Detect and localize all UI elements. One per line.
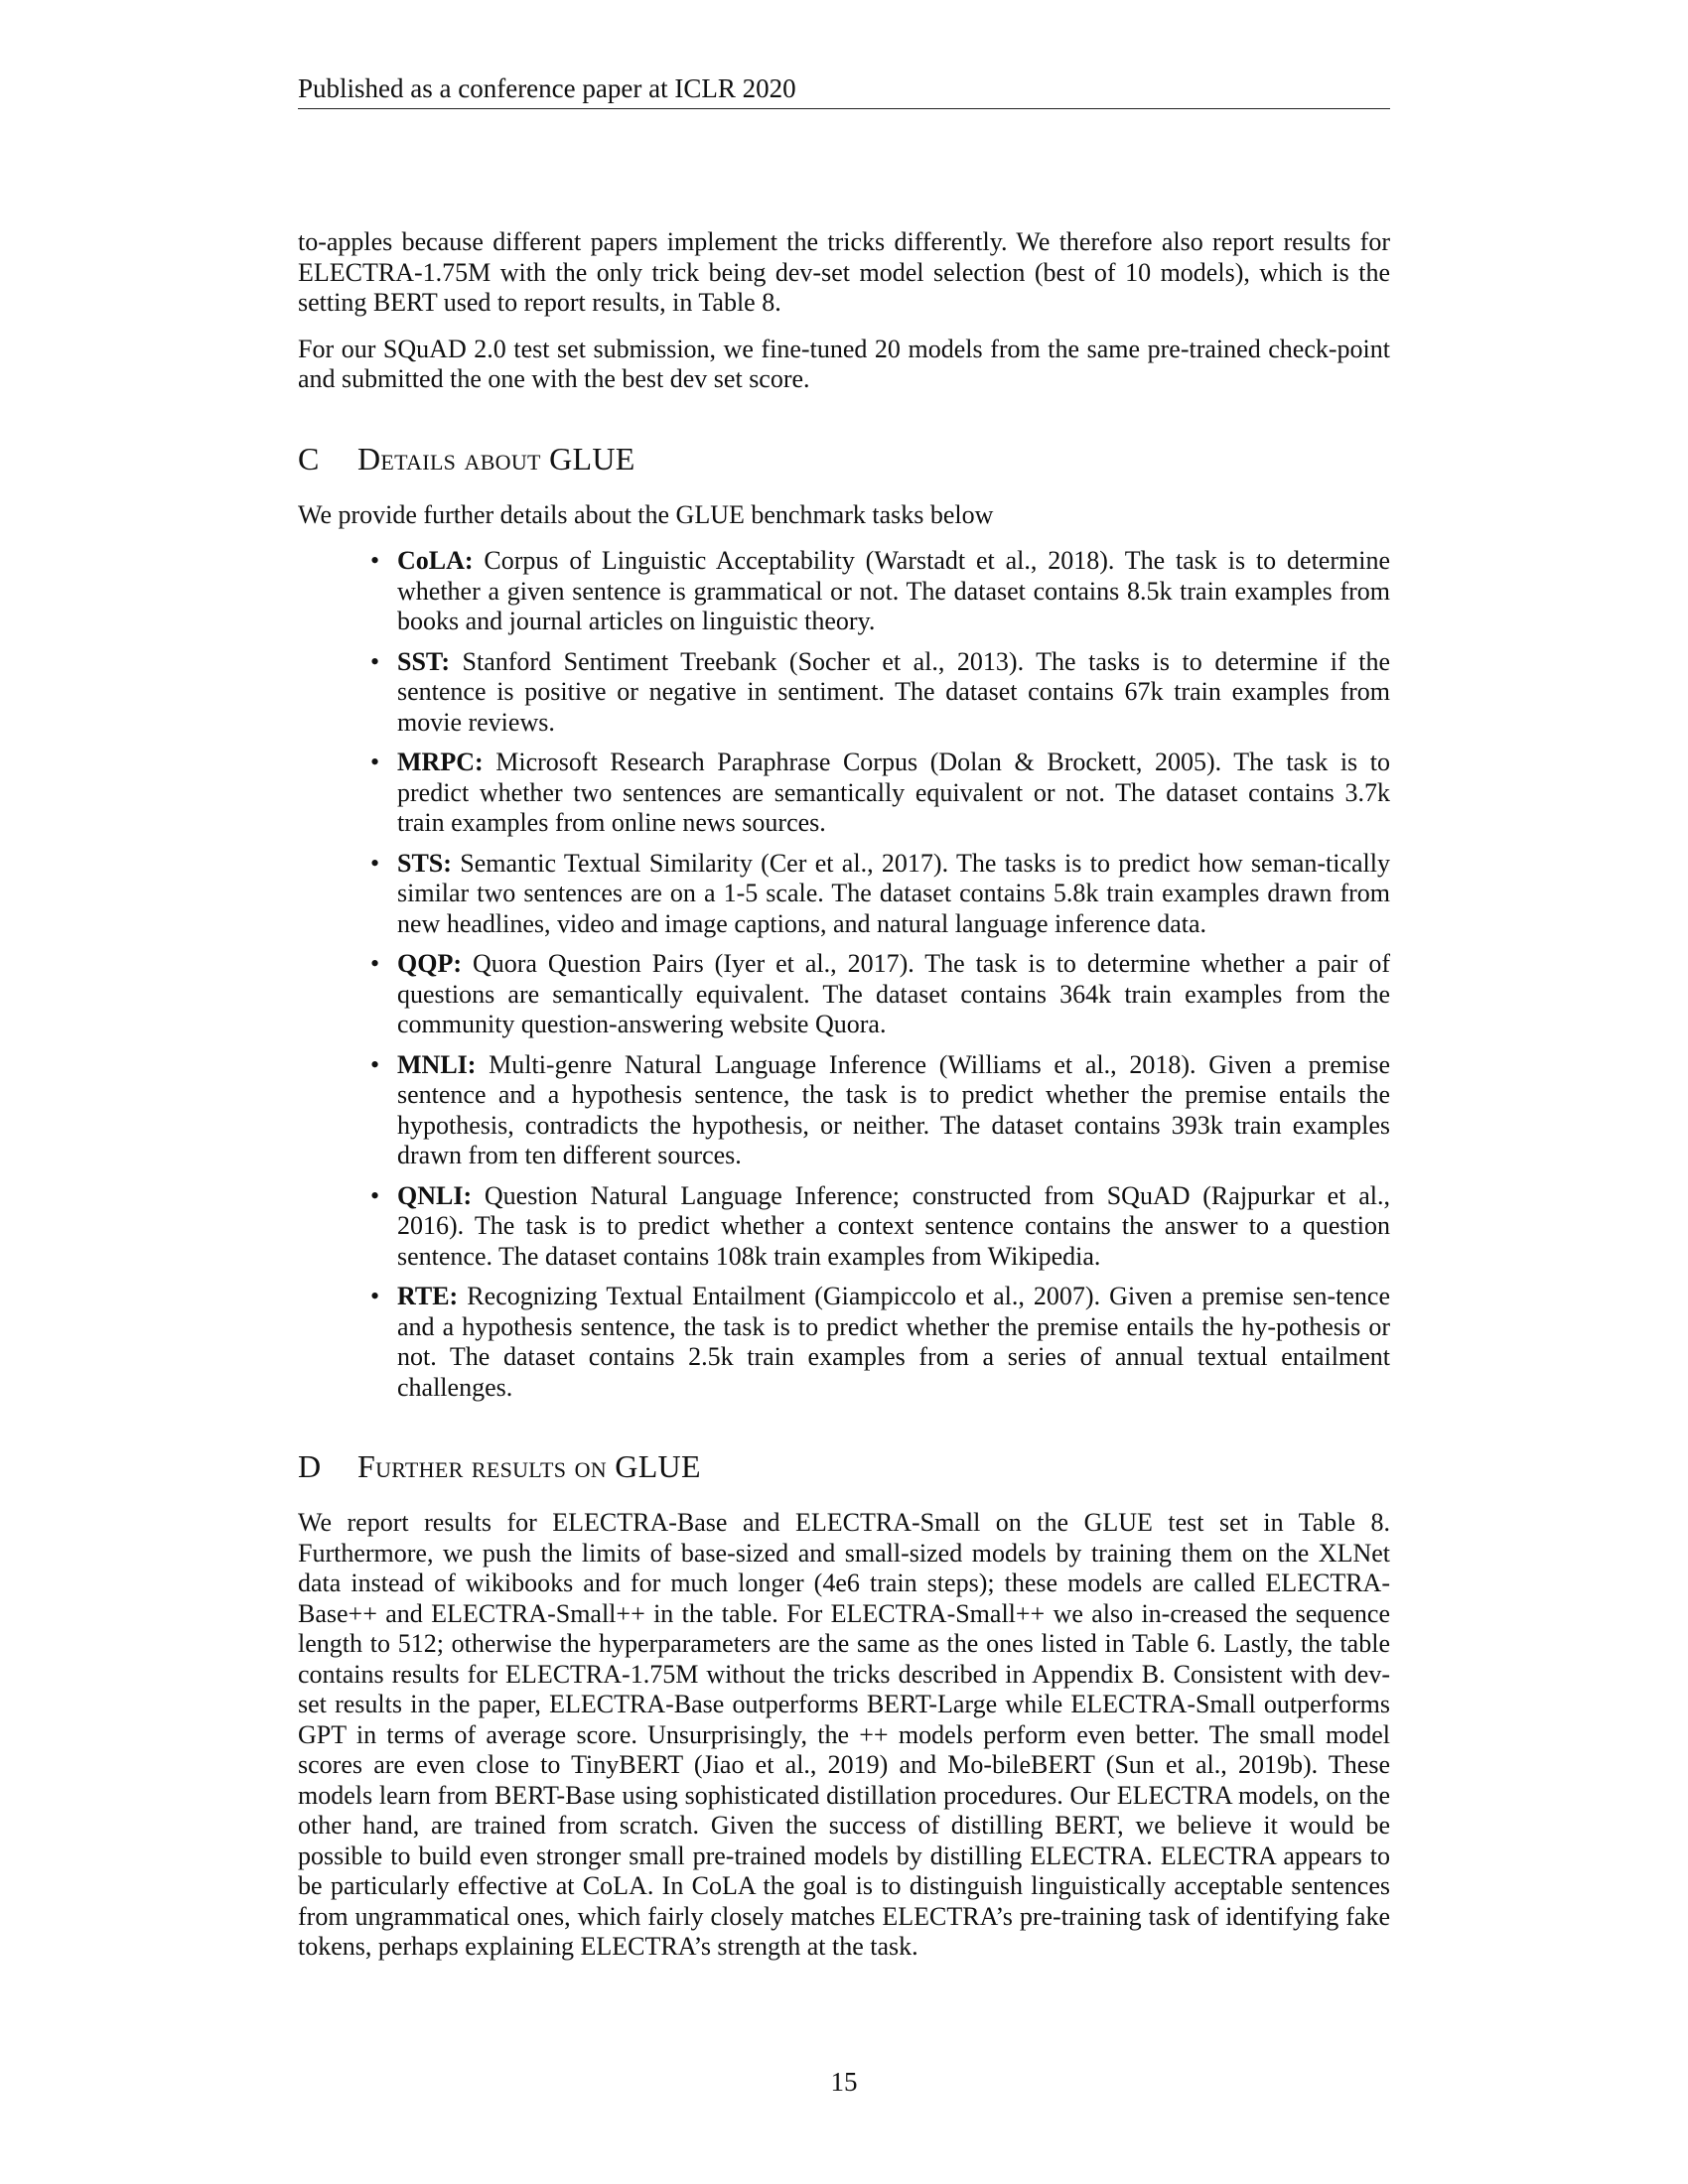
list-item-rte (397, 1282, 1390, 1403)
section-number: C (298, 440, 320, 477)
section-title: Further results on GLUE (357, 1448, 701, 1484)
list-item-cola (397, 546, 1390, 637)
paragraph-further-results: We report results for ELECTRA-Base and ELECTRA-Small on the GLUE test set in Table 8. Furthermore, we push the limits of base-sized and small-sized models by training them on the XLNet data instead of wikibooks and for much longer (4e6 train steps); these models are called ELECTRA-Base++ and ELECTRA-Small++ in the table. For ELECTRA-Small++ we also in-creased the sequence length to 512; otherwise the hyperparameters are the same as the ones listed in Table 6. Lastly, the table contains results for ELECTRA-1.75M without the tricks described in Appendix B. Consistent with dev-set results in the paper, ELECTRA-Base outperforms BERT-Large while ELECTRA-Small outperforms GPT in terms of average score. Unsurprisingly, the ++ models perform even better. The small model scores are even close to TinyBERT (Jiao et al., 2019) and Mo-bileBERT (Sun et al., 2019b). These models learn from BERT-Base using sophisticated distillation procedures. Our ELECTRA models, on the other hand, are trained from scratch. Given the success of distilling BERT, we believe it would be possible to build even stronger small pre-trained models by distilling ELECTRA. ELECTRA appears to be particularly effective at CoLA. In CoLA the goal is to distinguish linguistically acceptable sentences from ungrammatical ones, which fairly closely matches ELECTRA’s pre-training task of identifying fake tokens, perhaps explaining ELECTRA’s strength at the task. (298, 1508, 1390, 1961)
page-number: 15 (830, 2067, 858, 2097)
section-number: D (298, 1448, 322, 1484)
task-description: Corpus of Linguistic Acceptability (Warstadt et al., 2018). The task is to determine whether a given sentence is grammatical or not. The dataset contains 8.5k train examples from books and journal articles on linguistic theory. (397, 546, 1390, 635)
task-description: Quora Question Pairs (Iyer et al., 2017). The task is to determine whether a pair of questions are semantically equivalent. The dataset contains 364k train examples from the community question-answering website Quora. (397, 949, 1390, 1038)
list-item-sts (397, 849, 1390, 940)
list-item-mnli (397, 1050, 1390, 1171)
task-name: QQP: (397, 949, 462, 978)
paragraph-glue-intro: We provide further details about the GLUE benchmark tasks below (298, 499, 994, 529)
task-description: Stanford Sentiment Treebank (Socher et al., 2013). The tasks is to determine if the sentence is positive or negative in sentiment. The dataset contains 67k train examples from movie reviews. (397, 646, 1390, 737)
task-description: Semantic Textual Similarity (Cer et al., 2017). The tasks is to predict how seman-tically similar two sentences are on a 1-5 scale. The dataset contains 5.8k train examples drawn from new headlines, video and image captions, and natural language inference data. (397, 848, 1390, 938)
task-name: MRPC: (397, 748, 484, 776)
task-name: RTE: (397, 1282, 459, 1310)
task-name: QNLI: (397, 1180, 473, 1210)
task-name: SST: (397, 646, 450, 676)
paper-page (298, 0, 1390, 2184)
section-heading-d (298, 1446, 1390, 1486)
task-name: CoLA: (397, 546, 474, 575)
page-content (298, 227, 1390, 1979)
paragraph-squad-submission: For our SQuAD 2.0 test set submission, we fine-tuned 20 models from the same pre-trained check-point and submitted the one with the best dev set score. (298, 334, 1390, 393)
running-header: Published as a conference paper at ICLR 2020 (298, 71, 1390, 109)
task-name: STS: (397, 848, 452, 878)
list-item-qqp (397, 949, 1390, 1040)
task-description: Question Natural Language Inference; constructed from SQuAD (Rajpurkar et al., 2016). The task is to predict whether a context sentence contains the answer to a question sentence. The dataset contains 108k train examples from Wikipedia. (397, 1180, 1390, 1271)
glue-task-list (397, 546, 1390, 1403)
list-item-sst (397, 647, 1390, 739)
task-name: MNLI: (397, 1049, 477, 1079)
task-description: Microsoft Research Paraphrase Corpus (Dolan & Brockett, 2005). The task is to predict whether two sentences are semantically equivalent or not. The dataset contains 3.7k train examples from online news sources. (397, 748, 1390, 837)
paragraph-continued: to-apples because different papers implement the tricks differently. We therefore also report results for ELECTRA-1.75M with the only trick being dev-set model selection (best of 10 models), which is the setting BERT used to report results, in Table 8. (298, 227, 1390, 317)
section-heading-c (298, 439, 1390, 478)
task-description: Multi-genre Natural Language Inference (Williams et al., 2018). Given a premise sentence and a hypothesis sentence, the task is to predict whether the premise entails the hypothesis, contradicts the hypothesis, or neither. The dataset contains 393k train examples drawn from ten different sources. (397, 1049, 1390, 1169)
list-item-mrpc (397, 748, 1390, 839)
section-title: Details about GLUE (357, 440, 635, 477)
list-item-qnli (397, 1181, 1390, 1273)
task-description: Recognizing Textual Entailment (Giampiccolo et al., 2007). Given a premise sen-tence and a hypothesis sentence, the task is to predict whether the premise entails the hy-pothesis or not. The dataset contains 2.5k train examples from a series of annual textual entailment challenges. (397, 1282, 1390, 1402)
